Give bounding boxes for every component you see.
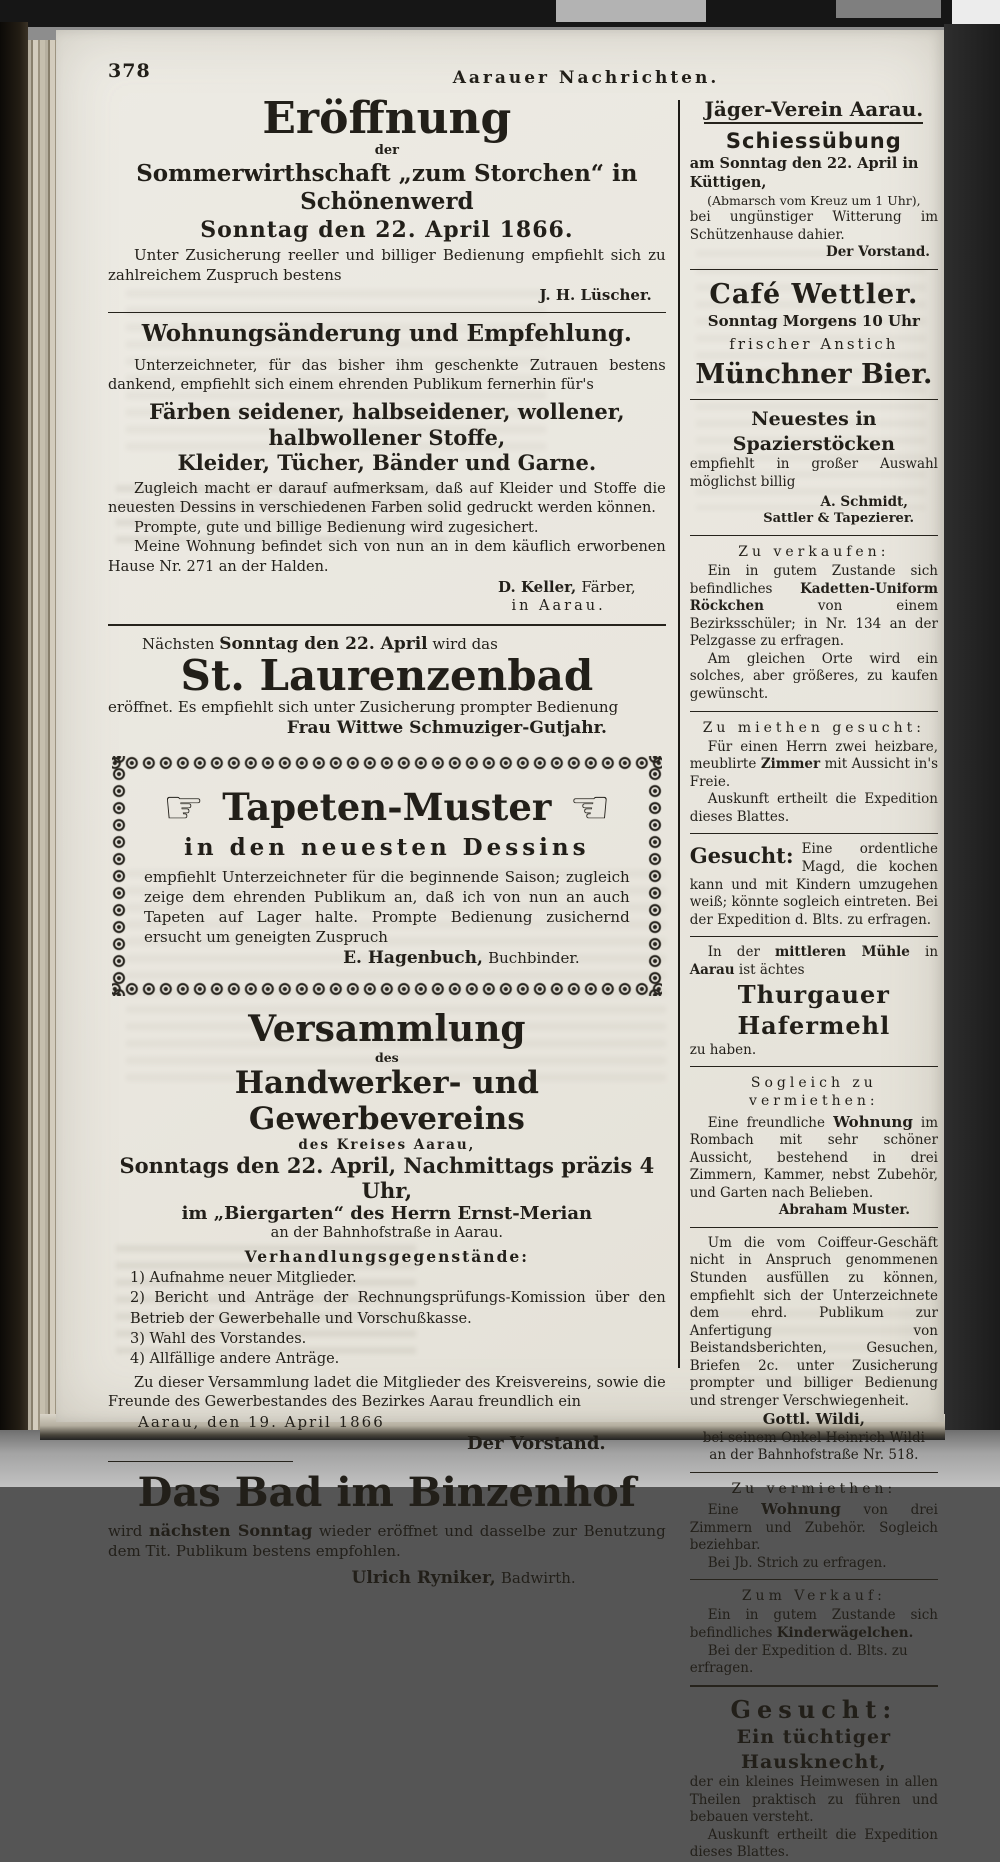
ad-signature-role: Buchbinder. [488, 948, 580, 967]
left-column [108, 93, 666, 1862]
ad-signature: Abraham Muster. [778, 1202, 910, 1219]
separator-rule [690, 1227, 938, 1228]
ad-signature: D. Keller, [498, 578, 577, 597]
ad-intro-bold: Aarau [689, 961, 735, 978]
ad-subtitle: des Kreises Aarau, [298, 1136, 476, 1153]
ad-signature-line: an der Bahnhofstraße Nr. 518. [709, 1447, 919, 1464]
separator-rule [690, 936, 938, 937]
separator-rule [108, 312, 666, 313]
ad-heading: Thurgauer Hafermehl [737, 980, 891, 1041]
ad-wohnungsaenderung [108, 320, 666, 617]
ad-body: Zugleich macht er darauf aufmerksam, daß auf Kleider und Stoffe die neuesten Dessins in verschiedenen Farben solid gedruckt werden können. [108, 481, 666, 517]
ad-title: Tapeten-Muster [222, 784, 552, 829]
ad-signature: E. Hagenbuch, [343, 947, 483, 968]
ad-body: Bei Jb. Strich zu erfragen. [707, 1554, 887, 1571]
agenda-item: 3) Wahl des Vorstandes. [130, 1330, 307, 1347]
ornament-border-bottom [112, 980, 662, 998]
ad-line: bei ungünstiger Witterung im Schützenhause dahier. [689, 209, 938, 243]
ad-body-bold: Zimmer [760, 756, 821, 773]
book-binding [0, 22, 28, 1459]
ad-subtitle: in den neuesten Dessins [184, 833, 590, 861]
ad-body: Prompte, gute und billige Bedienung wird zugesichert. [134, 519, 539, 536]
ad-jaegerverein [690, 96, 938, 262]
ad-title: Sogleich zu vermiethen: [749, 1075, 879, 1110]
ad-line: Sonntag Morgens 10 Uhr [707, 311, 920, 330]
ad-agenda-title: Verhandlungsgegenstände: [244, 1247, 530, 1267]
masthead: Aarauer Nachrichten. [452, 68, 720, 88]
ad-tapeten-muster [110, 754, 664, 998]
ad-intro: ist ächtes [738, 961, 805, 978]
ornament-border-left [110, 756, 128, 996]
right-column [690, 96, 938, 1862]
ad-body: im Rombach mit sehr schöner Aussicht, bestehend in drei Zimmern, Kammer, nebst Zubehör, und Garten nach Belieben. [689, 1114, 939, 1201]
ad-intro: Nächsten [142, 634, 215, 653]
ad-body: empfiehlt in großer Auswahl möglichst billig [689, 456, 938, 490]
ad-signature-role: Färber, [581, 578, 636, 597]
ad-intro: in [925, 944, 939, 961]
separator-rule [690, 1066, 938, 1067]
column-divider [678, 100, 680, 1368]
ad-heading: Ein tüchtiger Hausknecht, [736, 1725, 892, 1773]
ad-wildi [690, 1235, 938, 1465]
ad-body: empfiehlt Unterzeichneter für die beginnende Saison; zugleich zeige dem ehrenden Publikum an, daß ich von nun an auch Tapeten auf Lager halte. Prompte Bedienung zusichernd ersucht um geneigten Zuspruch [144, 867, 630, 946]
ad-body: Ein in gutem Zustande sich befindliches [689, 563, 938, 597]
ad-hausknecht [690, 1694, 938, 1862]
separator-rule [108, 624, 666, 626]
ad-body: mit Aussicht in's Freie. [689, 756, 939, 790]
ad-body: Unter Zusicherung reeller und billiger Bedienung empfiehlt sich zu zahlreichem Zuspruch bestens [108, 245, 666, 284]
ad-body-bold: Kadetten-Uniform Röckchen [689, 580, 938, 615]
ad-subword: der [374, 143, 399, 159]
ad-body: Unterzeichneter, für das bisher ihm geschenkte Zutrauen bestens dankend, empfiehlt sich einem ehrenden Publikum fernerhin für's [108, 357, 666, 394]
ad-body: Bei der Expedition d. Blts. zu erfragen. [689, 1642, 908, 1677]
ad-zu-miethen [690, 719, 938, 827]
pointing-hand-right-icon: ☞ [163, 779, 205, 834]
ad-zum-verkauf [690, 1587, 938, 1677]
separator-rule [690, 399, 938, 400]
ad-title: Wohnungsänderung und Empfehlung. [141, 319, 632, 347]
ad-signature: A. Schmidt, [820, 493, 908, 510]
ad-line: an der Bahnhofstraße in Aarau. [270, 1224, 504, 1241]
ad-signature: Der Vorstand. [467, 1432, 606, 1454]
scan-artifact [836, 0, 941, 18]
ad-title: Zu verkaufen: [738, 543, 890, 560]
ad-body: Am gleichen Orte wird ein solches, aber größeres, zu kaufen gewünscht. [689, 650, 938, 702]
ad-binzenhof [108, 1469, 666, 1590]
ad-title: Jäger-Verein Aarau. [704, 97, 923, 124]
ad-title2: Handwerker- und Gewerbevereins [234, 1064, 539, 1137]
ad-signature-role: Badwirth. [500, 1569, 576, 1588]
agenda-item: 4) Allfällige andere Anträge. [130, 1351, 340, 1368]
ad-heading: Färben seidener, halbseidener, wollener, halbwollener Stoffe, [149, 399, 625, 450]
ad-intro: wird das [432, 634, 498, 653]
separator-rule [108, 1461, 293, 1462]
ad-versammlung [108, 1008, 666, 1454]
ad-subword: des [374, 1049, 399, 1065]
ad-signature: Der Vorstand. [826, 244, 930, 261]
separator-rule [690, 1472, 938, 1473]
ad-signature-place: in Aarau. [511, 598, 606, 615]
ad-laurenzenbad [108, 633, 666, 738]
ad-eroeffnung [108, 93, 666, 305]
ad-body: eröffnet. Es empfiehlt sich unter Zusicherung prompter Bedienung [108, 698, 619, 717]
separator-rule [690, 1685, 938, 1687]
ad-title: Das Bad im Binzenhof [137, 1468, 637, 1516]
ad-body: Auskunft ertheilt die Expedition dieses Blattes. [689, 1826, 938, 1861]
agenda-list [108, 1268, 666, 1369]
ad-body: Eine [707, 1502, 739, 1519]
separator-rule [690, 535, 938, 536]
newspaper-page [56, 30, 944, 1861]
separator-rule [690, 1579, 938, 1580]
ad-vermiethen-wohnung [690, 1480, 938, 1572]
ad-line: am Sonntag den 22. April in Küttigen, [689, 155, 919, 192]
ad-dateline: Aarau, den 19. April 1866 [138, 1413, 385, 1432]
ad-line: frischer Anstich [729, 335, 899, 354]
ad-title: Eröffnung [262, 93, 512, 144]
ad-zu-verkaufen [690, 543, 938, 704]
ad-body: von drei Zimmern und Zubehör. Sogleich beziehbar. [689, 1502, 938, 1554]
separator-rule [690, 833, 938, 834]
agenda-item: 1) Aufnahme neuer Mitglieder. [130, 1270, 357, 1287]
scan-right-band [944, 24, 1000, 1452]
page-number: 378 [108, 60, 151, 82]
ad-title: Café Wettler. [709, 278, 919, 310]
ad-body: Zu dieser Versammlung ladet die Mitglieder des Kreisvereins, sowie die Freunde des Gewerbestandes des Bezirkes Aarau freundlich ein [108, 1374, 666, 1410]
ad-body: wieder eröffnet und dasselbe zur Benutzung dem Tit. Publikum bestens empfohlen. [108, 1521, 666, 1560]
pointing-hand-left-icon: ☜ [569, 779, 611, 834]
ad-body-bold: Wohnung [761, 1500, 841, 1519]
ad-body: von einem Bezirksschüler; in Nr. 134 an der Pelzgasse zu erfragen. [689, 598, 938, 650]
ad-heading: Schiessübung [725, 129, 902, 153]
ad-heading: Neuestes in Spazierstöcken [732, 408, 895, 455]
ad-body: der ein kleines Heimwesen in allen Theilen praktisch zu führen und bebauen versteht. [689, 1774, 938, 1826]
ad-title: Versammlung [248, 1007, 526, 1050]
ornament-border-top [112, 754, 662, 772]
ad-intro-date: Sonntag den 22. April [219, 633, 428, 654]
ad-signature-role: Sattler & Tapezierer. [763, 511, 914, 527]
ad-body: Eine freundliche [707, 1114, 825, 1131]
ad-line: Sommerwirthschaft „zum Storchen“ in Schönenwerd [136, 159, 638, 216]
separator-rule [690, 269, 938, 270]
ad-line: im „Biergarten“ des Herrn Ernst-Merian [181, 1202, 593, 1224]
ad-body: Meine Wohnung befindet sich von nun an in dem käuflich erworbenen Hause Nr. 271 an der Halden. [108, 539, 666, 575]
ad-magd [690, 841, 938, 929]
separator-rule [690, 711, 938, 712]
ad-heading: Münchner Bier. [695, 358, 933, 390]
ad-signature: Frau Wittwe Schmuziger-Gutjahr. [286, 717, 607, 738]
ad-heading: Kleider, Tücher, Bänder und Garne. [177, 449, 597, 475]
scan-artifact [556, 0, 706, 22]
ad-hafermehl [690, 944, 938, 1059]
ad-signature: Ulrich Ryniker, [351, 1568, 496, 1589]
ad-body-bold: Wohnung [833, 1112, 913, 1131]
ad-intro: In der [707, 944, 760, 961]
ad-vermiethen-rombach [690, 1074, 938, 1220]
ad-body-bold: Kinderwägelchen. [776, 1625, 914, 1642]
ad-body: Ein in gutem Zustande sich befindliches [689, 1607, 938, 1642]
ad-line: (Abmarsch vom Kreuz um 1 Uhr), [707, 192, 921, 208]
ad-title: Gesucht: [730, 1694, 898, 1724]
ad-line: Sonntag den 22. April 1866. [200, 217, 574, 244]
ornament-border-right [646, 756, 664, 996]
ad-spazierstoecke [690, 407, 938, 528]
ad-body: Auskunft ertheilt die Expedition dieses Blattes. [689, 791, 938, 825]
ad-signature-line: bei seinem Onkel Heinrich Wildi [702, 1429, 925, 1446]
ad-cafe-wettler [690, 277, 938, 392]
ad-body-bold: nächsten Sonntag [148, 1520, 313, 1540]
ad-line: Sonntags den 22. April, Nachmittags präzis 4 Uhr, [119, 1152, 655, 1203]
ad-title: Zu miethen gesucht: [702, 719, 925, 736]
agenda-item: 2) Bericht und Anträge der Rechnungsprüfungs-Komission über den Betrieb der Gewerbehalle und Vorschußkasse. [130, 1290, 666, 1327]
ad-title: Zum Verkauf: [741, 1588, 886, 1605]
ad-outro: zu haben. [689, 1041, 757, 1058]
ad-title: St. Laurenzenbad [180, 651, 594, 701]
ad-body: wird [108, 1521, 143, 1540]
ad-intro-bold: mittleren Mühle [775, 944, 910, 961]
ad-body: Für einen Herrn zwei heizbare, meublirte [689, 738, 938, 773]
ad-body: Eine ordentliche Magd, die kochen kann und mit Kindern umzugehen weiß; könnte sogleich eintreten. Bei der Expedition d. Blts. zu erfragen. [689, 841, 938, 928]
ad-signature: Gottl. Wildi, [762, 1410, 865, 1429]
ad-body: Um die vom Coiffeur-Geschäft nicht in Anspruch genommenen Stunden ausfüllen zu können, empfiehlt sich der Unterzeichnete dem ehrd. Publikum zur Anfertigung von Beistandsberichten, Gesuchen, Briefen 2c. unter Zusicherung prompter und billiger Bedienung und strenger Verschwiegenheit. [689, 1234, 938, 1409]
ad-title: Zu vermiethen: [731, 1480, 897, 1497]
ad-label: Gesucht: [689, 843, 794, 869]
ad-signature: J. H. Lüscher. [539, 285, 652, 304]
